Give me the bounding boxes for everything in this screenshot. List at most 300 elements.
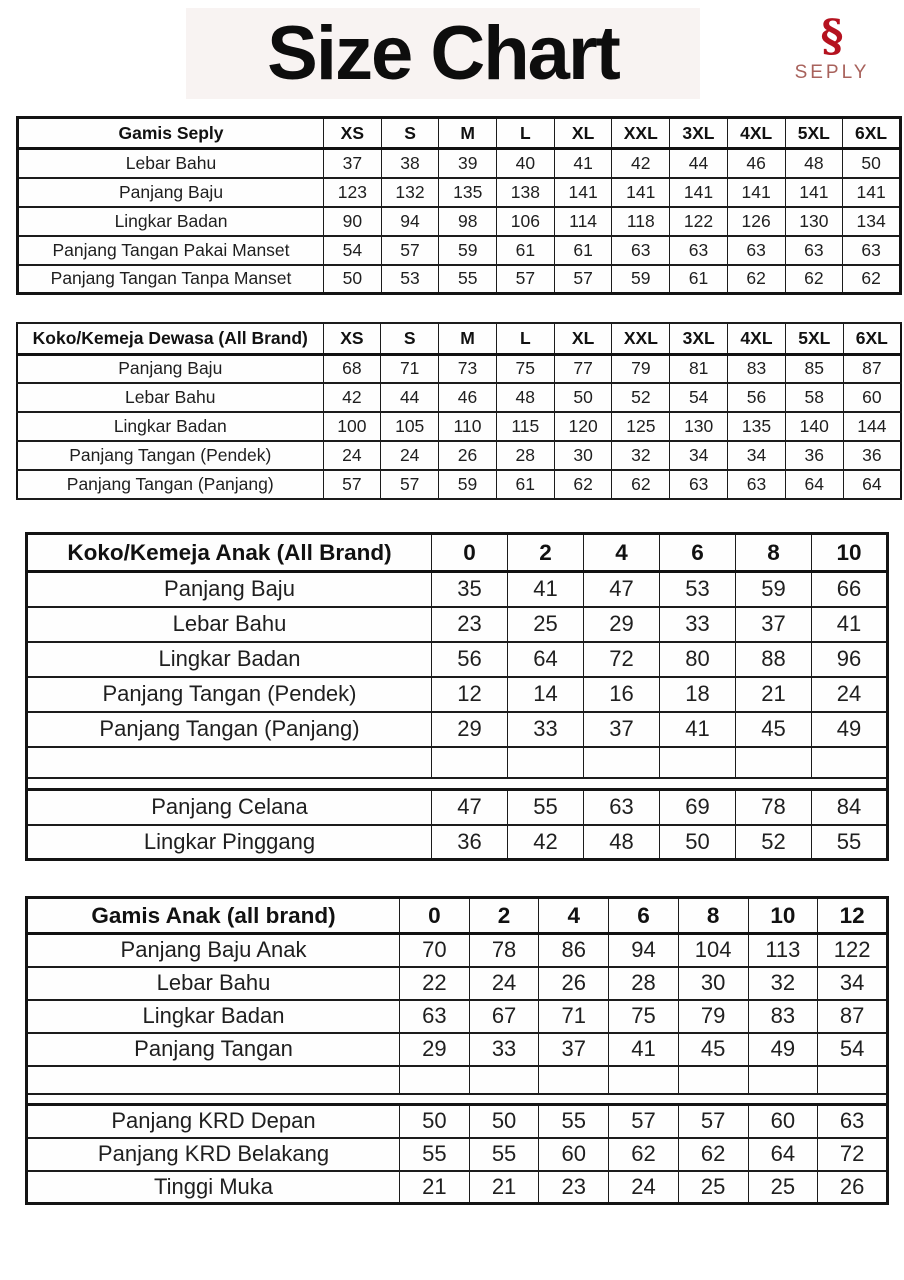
table-cell: 62 [609, 1138, 679, 1171]
row-label: Panjang Baju [17, 354, 323, 383]
row-label: Panjang Tangan Pakai Manset [18, 236, 324, 265]
table-cell: 105 [381, 412, 439, 441]
table-cell: 59 [736, 572, 812, 607]
table-cell: 130 [670, 412, 728, 441]
row-label: Panjang Tangan Tanpa Manset [18, 265, 324, 294]
table-cell: 37 [324, 149, 382, 178]
table-row [17, 470, 901, 499]
table-cell: 141 [612, 178, 670, 207]
column-header: 8 [678, 898, 748, 934]
table-cell: 49 [748, 1033, 818, 1066]
row-label: Lebar Bahu [27, 967, 400, 1000]
table-cell: 12 [432, 677, 508, 712]
table-cell: 26 [539, 967, 609, 1000]
table-cell: 41 [812, 607, 888, 642]
row-label: Panjang Celana [27, 790, 432, 825]
table-row [27, 1171, 888, 1204]
row-label: Panjang KRD Belakang [27, 1138, 400, 1171]
table-cell: 135 [439, 178, 497, 207]
table-cell: 50 [660, 825, 736, 860]
table-cell: 36 [843, 441, 901, 470]
table-cell [469, 1066, 539, 1094]
table-cell: 41 [508, 572, 584, 607]
table-cell: 53 [660, 572, 736, 607]
table-cell [660, 747, 736, 778]
table-cell: 63 [584, 790, 660, 825]
page-title: Size Chart [267, 10, 619, 96]
table-cell: 141 [843, 178, 901, 207]
spacer-cell [27, 778, 888, 790]
table-cell: 26 [818, 1171, 888, 1204]
table-cell: 35 [432, 572, 508, 607]
table-title: Gamis Seply [18, 118, 324, 149]
column-header: L [497, 118, 555, 149]
table-cell [508, 747, 584, 778]
table-cell: 87 [818, 1000, 888, 1033]
table-cell: 56 [432, 642, 508, 677]
table-cell: 50 [843, 149, 901, 178]
table-cell: 64 [748, 1138, 818, 1171]
table-cell: 63 [670, 236, 728, 265]
table-cell: 37 [539, 1033, 609, 1066]
table-row [27, 677, 888, 712]
row-label: Panjang Baju Anak [27, 934, 400, 967]
table-cell: 60 [748, 1105, 818, 1138]
table-cell: 90 [324, 207, 382, 236]
column-header: M [439, 118, 497, 149]
table-cell: 63 [785, 236, 843, 265]
table-cell: 38 [381, 149, 439, 178]
table-cell: 63 [670, 470, 728, 499]
row-label: Panjang Tangan (Pendek) [17, 441, 323, 470]
row-label: Panjang Baju [27, 572, 432, 607]
table-row [27, 712, 888, 747]
table-cell [584, 747, 660, 778]
table-cell: 61 [497, 236, 555, 265]
table-cell: 141 [670, 178, 728, 207]
table-cell: 29 [432, 712, 508, 747]
table-koko-kemeja-anak [25, 532, 904, 861]
table-cell [400, 1066, 470, 1094]
column-header: 2 [469, 898, 539, 934]
table-cell: 57 [323, 470, 381, 499]
table-cell: 60 [843, 383, 901, 412]
header-row [17, 323, 901, 354]
table-cell: 71 [539, 1000, 609, 1033]
row-label: Panjang KRD Depan [27, 1105, 400, 1138]
table-cell: 123 [324, 178, 382, 207]
table-cell: 25 [678, 1171, 748, 1204]
table-cell: 16 [584, 677, 660, 712]
row-label: Panjang Baju [18, 178, 324, 207]
table-cell: 36 [785, 441, 843, 470]
table-cell: 56 [728, 383, 786, 412]
table-cell: 71 [381, 354, 439, 383]
table-row [18, 178, 901, 207]
column-header: XXL [612, 323, 670, 354]
table-cell: 55 [539, 1105, 609, 1138]
table-cell: 120 [554, 412, 612, 441]
table-cell: 140 [785, 412, 843, 441]
table-cell: 50 [554, 383, 612, 412]
table-cell: 49 [812, 712, 888, 747]
table-cell: 33 [660, 607, 736, 642]
table-cell: 63 [400, 1000, 470, 1033]
table-row [27, 967, 888, 1000]
table-cell: 25 [748, 1171, 818, 1204]
table-cell: 135 [728, 412, 786, 441]
table-cell: 50 [400, 1105, 470, 1138]
table-cell: 132 [381, 178, 439, 207]
table-cell: 42 [508, 825, 584, 860]
table-cell: 113 [748, 934, 818, 967]
table-cell: 122 [818, 934, 888, 967]
table-cell: 55 [439, 265, 497, 294]
table-cell: 24 [381, 441, 439, 470]
table-cell: 62 [785, 265, 843, 294]
table-cell: 48 [785, 149, 843, 178]
column-header: 4 [584, 534, 660, 572]
table-cell: 33 [469, 1033, 539, 1066]
table-cell: 141 [785, 178, 843, 207]
row-label: Lingkar Badan [27, 642, 432, 677]
column-header: 4XL [727, 118, 785, 149]
row-label: Lingkar Badan [27, 1000, 400, 1033]
table-cell: 98 [439, 207, 497, 236]
table-cell: 69 [660, 790, 736, 825]
table-cell: 37 [584, 712, 660, 747]
table-cell: 54 [324, 236, 382, 265]
table-row [27, 1138, 888, 1171]
table-row [18, 236, 901, 265]
table-cell: 54 [670, 383, 728, 412]
table-cell: 42 [612, 149, 670, 178]
table-cell: 23 [432, 607, 508, 642]
column-header: 0 [432, 534, 508, 572]
table-cell [818, 1066, 888, 1094]
table-cell: 61 [496, 470, 554, 499]
spacer-row [27, 778, 888, 790]
table-cell: 114 [554, 207, 612, 236]
row-label: Panjang Tangan (Panjang) [17, 470, 323, 499]
table-cell: 57 [381, 470, 439, 499]
brand-logo [782, 12, 882, 84]
table-row [17, 354, 901, 383]
table-cell: 34 [728, 441, 786, 470]
table-cell: 104 [678, 934, 748, 967]
table-cell: 37 [736, 607, 812, 642]
table-cell: 57 [554, 265, 612, 294]
table-row [27, 825, 888, 860]
table-cell: 62 [554, 470, 612, 499]
table-row [27, 572, 888, 607]
table-cell: 63 [843, 236, 901, 265]
column-header: 12 [818, 898, 888, 934]
row-label: Lingkar Badan [17, 412, 323, 441]
table-cell: 62 [727, 265, 785, 294]
table-cell: 57 [678, 1105, 748, 1138]
table-row [27, 1105, 888, 1138]
table-cell: 50 [324, 265, 382, 294]
table-cell: 94 [609, 934, 679, 967]
table-cell: 62 [843, 265, 901, 294]
table-cell: 36 [432, 825, 508, 860]
table-cell: 55 [400, 1138, 470, 1171]
table-cell: 57 [609, 1105, 679, 1138]
empty-row [27, 747, 888, 778]
table-cell: 62 [612, 470, 670, 499]
table-cell: 122 [670, 207, 728, 236]
row-label: Lebar Bahu [18, 149, 324, 178]
table-koko-kemeja-dewasa [16, 322, 904, 500]
table-cell: 52 [736, 825, 812, 860]
column-header: XL [554, 323, 612, 354]
table-cell: 58 [785, 383, 843, 412]
table-cell: 141 [554, 178, 612, 207]
table-cell: 48 [584, 825, 660, 860]
table-cell: 28 [496, 441, 554, 470]
row-label [27, 747, 432, 778]
size-table [25, 896, 889, 1205]
table-cell [609, 1066, 679, 1094]
table-cell: 47 [584, 572, 660, 607]
row-label: Panjang Tangan [27, 1033, 400, 1066]
column-header: 4 [539, 898, 609, 934]
table-cell: 63 [612, 236, 670, 265]
table-cell: 68 [323, 354, 381, 383]
table-cell [736, 747, 812, 778]
row-label: Panjang Tangan (Panjang) [27, 712, 432, 747]
size-table [16, 116, 902, 295]
table-cell: 32 [612, 441, 670, 470]
table-gamis-anak [25, 896, 904, 1205]
table-cell: 34 [818, 967, 888, 1000]
spacer-cell [27, 1094, 888, 1105]
spacer-row [27, 1094, 888, 1105]
header-row [27, 534, 888, 572]
table-cell: 87 [843, 354, 901, 383]
table-cell: 63 [727, 236, 785, 265]
table-cell: 29 [400, 1033, 470, 1066]
column-header: XS [324, 118, 382, 149]
table-cell: 59 [439, 236, 497, 265]
size-table [25, 532, 889, 861]
table-cell: 73 [439, 354, 497, 383]
table-row [18, 265, 901, 294]
column-header: 8 [736, 534, 812, 572]
row-label: Tinggi Muka [27, 1171, 400, 1204]
table-title: Koko/Kemeja Dewasa (All Brand) [17, 323, 323, 354]
table-cell: 79 [678, 1000, 748, 1033]
table-cell: 64 [843, 470, 901, 499]
column-header: 2 [508, 534, 584, 572]
table-row [27, 642, 888, 677]
table-cell: 63 [728, 470, 786, 499]
row-label: Lingkar Pinggang [27, 825, 432, 860]
table-cell: 41 [660, 712, 736, 747]
table-cell: 118 [612, 207, 670, 236]
table-cell: 62 [678, 1138, 748, 1171]
seply-swirl-icon: § [820, 11, 844, 62]
table-cell: 86 [539, 934, 609, 967]
table-cell: 134 [843, 207, 901, 236]
table-cell: 24 [609, 1171, 679, 1204]
table-cell: 33 [508, 712, 584, 747]
table-cell: 83 [728, 354, 786, 383]
brand-name: SEPLY [794, 62, 870, 83]
table-row [18, 149, 901, 178]
column-header: 0 [400, 898, 470, 934]
table-cell [678, 1066, 748, 1094]
table-cell: 106 [497, 207, 555, 236]
column-header: 10 [748, 898, 818, 934]
column-header: S [381, 323, 439, 354]
table-cell: 41 [609, 1033, 679, 1066]
table-cell: 60 [539, 1138, 609, 1171]
column-header: M [439, 323, 497, 354]
table-row [17, 441, 901, 470]
table-row [27, 1033, 888, 1066]
table-row [27, 934, 888, 967]
table-cell [748, 1066, 818, 1094]
column-header: 6XL [843, 323, 901, 354]
table-title: Koko/Kemeja Anak (All Brand) [27, 534, 432, 572]
table-cell: 22 [400, 967, 470, 1000]
table-cell: 78 [736, 790, 812, 825]
table-cell: 94 [381, 207, 439, 236]
table-row [17, 412, 901, 441]
table-cell: 80 [660, 642, 736, 677]
table-cell: 34 [670, 441, 728, 470]
table-cell: 32 [748, 967, 818, 1000]
column-header: 6 [609, 898, 679, 934]
row-label: Lebar Bahu [17, 383, 323, 412]
table-cell: 54 [818, 1033, 888, 1066]
column-header: 4XL [728, 323, 786, 354]
column-header: 5XL [785, 323, 843, 354]
table-cell: 44 [381, 383, 439, 412]
table-cell: 24 [323, 441, 381, 470]
table-cell: 45 [678, 1033, 748, 1066]
table-cell [432, 747, 508, 778]
table-cell: 30 [678, 967, 748, 1000]
table-title: Gamis Anak (all brand) [27, 898, 400, 934]
table-cell: 126 [727, 207, 785, 236]
table-cell: 39 [439, 149, 497, 178]
table-cell: 96 [812, 642, 888, 677]
table-cell: 70 [400, 934, 470, 967]
table-cell: 50 [469, 1105, 539, 1138]
table-row [27, 1000, 888, 1033]
table-cell: 141 [727, 178, 785, 207]
column-header: S [381, 118, 439, 149]
table-cell: 21 [469, 1171, 539, 1204]
table-cell: 26 [439, 441, 497, 470]
table-cell: 14 [508, 677, 584, 712]
table-cell: 21 [400, 1171, 470, 1204]
table-cell: 100 [323, 412, 381, 441]
table-cell: 55 [508, 790, 584, 825]
table-cell: 28 [609, 967, 679, 1000]
table-cell: 130 [785, 207, 843, 236]
table-cell: 24 [469, 967, 539, 1000]
empty-row [27, 1066, 888, 1094]
header-row [18, 118, 901, 149]
table-cell: 55 [812, 825, 888, 860]
table-cell: 75 [496, 354, 554, 383]
table-cell: 78 [469, 934, 539, 967]
table-cell: 61 [670, 265, 728, 294]
table-cell: 125 [612, 412, 670, 441]
table-cell: 53 [381, 265, 439, 294]
row-label: Lebar Bahu [27, 607, 432, 642]
table-cell: 72 [818, 1138, 888, 1171]
table-cell: 75 [609, 1000, 679, 1033]
table-cell: 64 [508, 642, 584, 677]
table-cell: 45 [736, 712, 812, 747]
row-label: Lingkar Badan [18, 207, 324, 236]
table-cell: 44 [670, 149, 728, 178]
table-cell: 72 [584, 642, 660, 677]
table-cell: 42 [323, 383, 381, 412]
table-cell: 29 [584, 607, 660, 642]
table-cell [539, 1066, 609, 1094]
table-cell: 66 [812, 572, 888, 607]
column-header: 3XL [670, 118, 728, 149]
table-cell: 110 [439, 412, 497, 441]
table-cell: 59 [439, 470, 497, 499]
header-row [27, 898, 888, 934]
table-row [18, 207, 901, 236]
table-cell: 47 [432, 790, 508, 825]
table-cell: 81 [670, 354, 728, 383]
table-cell: 144 [843, 412, 901, 441]
column-header: 10 [812, 534, 888, 572]
table-cell: 85 [785, 354, 843, 383]
column-header: XXL [612, 118, 670, 149]
table-cell: 59 [612, 265, 670, 294]
title-block [186, 8, 700, 99]
size-table [16, 322, 902, 500]
table-cell: 25 [508, 607, 584, 642]
column-header: 3XL [670, 323, 728, 354]
row-label: Panjang Tangan (Pendek) [27, 677, 432, 712]
column-header: 6XL [843, 118, 901, 149]
row-label [27, 1066, 400, 1094]
column-header: 5XL [785, 118, 843, 149]
table-cell [812, 747, 888, 778]
table-cell: 46 [439, 383, 497, 412]
page-header [0, 0, 904, 100]
table-cell: 57 [497, 265, 555, 294]
table-cell: 40 [497, 149, 555, 178]
table-cell: 55 [469, 1138, 539, 1171]
table-cell: 46 [727, 149, 785, 178]
table-cell: 84 [812, 790, 888, 825]
table-cell: 77 [554, 354, 612, 383]
table-cell: 88 [736, 642, 812, 677]
table-cell: 18 [660, 677, 736, 712]
table-cell: 83 [748, 1000, 818, 1033]
table-cell: 64 [785, 470, 843, 499]
table-cell: 115 [496, 412, 554, 441]
column-header: XS [323, 323, 381, 354]
table-cell: 21 [736, 677, 812, 712]
table-cell: 30 [554, 441, 612, 470]
table-row [27, 607, 888, 642]
table-cell: 48 [496, 383, 554, 412]
table-cell: 23 [539, 1171, 609, 1204]
